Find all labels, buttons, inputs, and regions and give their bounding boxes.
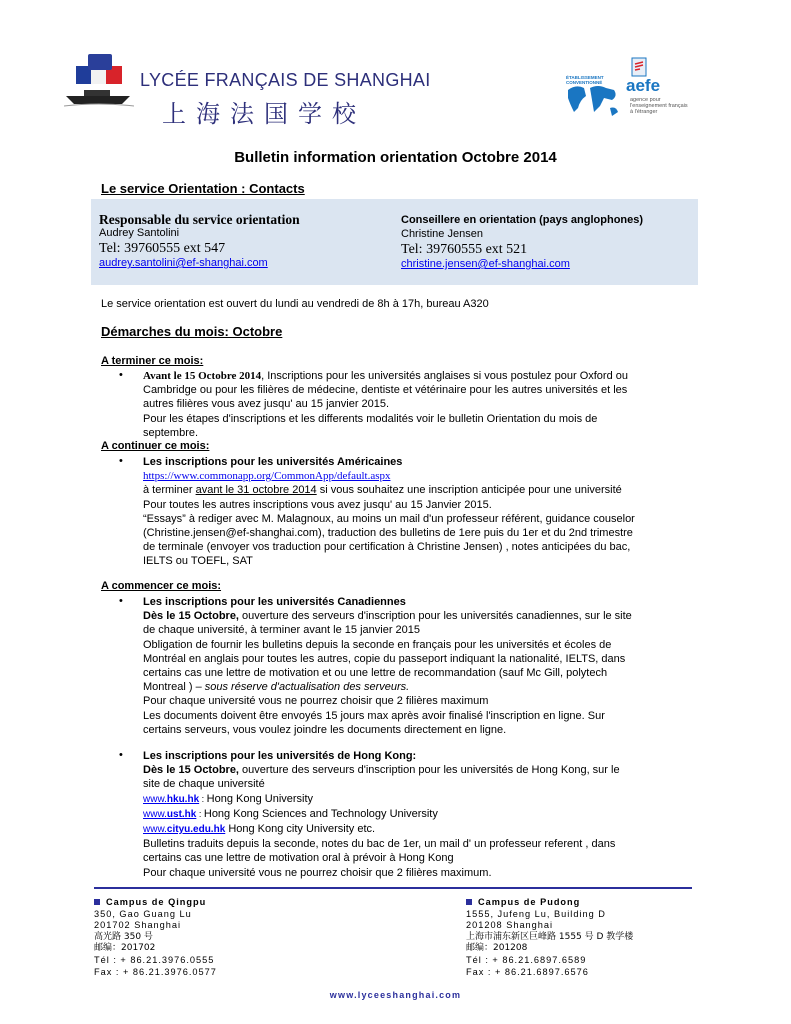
item-text: certains cas une lettre de motivation et ou une lettre de recommandation (sauf Mc Gill, polytech xyxy=(143,667,608,680)
item-text: Pour les étapes d'inscriptions et les differents modalités voir le bulletin Orientation du mois de xyxy=(143,412,598,425)
contact-name: Audrey Santolini xyxy=(99,227,180,239)
contact-tel: Tel: 39760555 ext 547 xyxy=(99,241,226,256)
campus-line: 高光路 350 号 xyxy=(94,931,153,942)
square-bullet-icon xyxy=(94,899,100,905)
campus-line: 201208 Shanghai xyxy=(466,920,554,931)
square-bullet-icon xyxy=(466,899,472,905)
campus-line: 1555, Jufeng Lu, Building D xyxy=(466,908,606,919)
campus-line: Tél : + 86.21.6897.6589 xyxy=(466,954,587,965)
page-title: Bulletin information orientation Octobre 2014 xyxy=(234,149,557,166)
contact-email-link[interactable]: audrey.santolini@ef-shanghai.com xyxy=(99,257,268,269)
contact-name: Christine Jensen xyxy=(401,228,483,240)
item-text: IELTS ou TOEFL, SAT xyxy=(143,555,253,568)
website-link[interactable]: www.lyceeshanghai.com xyxy=(329,990,462,1000)
item-lead: Dès le 15 Octobre, xyxy=(143,764,239,777)
item-text: septembre. xyxy=(143,426,199,439)
item-text: Obligation de fournir les bulletins depuis la seconde en français pour les universités et écoles de xyxy=(143,638,612,651)
campus-pudong xyxy=(466,897,633,978)
contact-left xyxy=(99,212,389,270)
ust-link[interactable]: www.ust.hk xyxy=(143,808,197,820)
campus-title: Campus de Pudong xyxy=(478,897,581,907)
aefe-wordmark: aefe xyxy=(626,76,661,95)
commencer-label: A commencer ce mois: xyxy=(101,580,222,592)
canada-item xyxy=(143,595,693,737)
item-text: Bulletins traduits depuis la seconde, notes du bac de 1er, un mail d' un professeur referent , dans xyxy=(143,838,616,851)
continuer-item xyxy=(143,455,693,569)
contact-role: Responsable du service orientation xyxy=(99,212,300,227)
item-text: Montreal ) – xyxy=(143,681,205,694)
footer-divider xyxy=(94,887,692,889)
item-text: ouverture des serveurs d'inscription pour les universités de Hong Kong, sur le xyxy=(239,764,620,777)
item-text: , Inscriptions pour les universités anglaises si vous postulez pour Oxford ou xyxy=(261,370,628,382)
item-text: certains cas une lettre de motivation oral à prévoir à Hong Kong xyxy=(143,852,454,865)
lycee-logo xyxy=(62,52,431,128)
hku-link[interactable]: www.hku.hk xyxy=(143,793,200,805)
bullet: • xyxy=(119,455,123,467)
link-label: Hong Kong city University etc. xyxy=(228,823,376,836)
item-text: site de chaque université xyxy=(143,778,265,791)
school-name-fr: LYCÉE FRANÇAIS DE SHANGHAI xyxy=(140,70,431,90)
contact-right xyxy=(401,213,691,271)
campus-line: 邮编：201208 xyxy=(466,943,528,954)
item-text: ouverture des serveurs d'inscription pour les universités canadiennes, sur le site xyxy=(239,610,632,623)
item-title: Les inscriptions pour les universités Américaines xyxy=(143,456,403,468)
item-lead: Dès le 15 Octobre, xyxy=(143,610,239,623)
item-text: autres filières vous avez jusqu' au 15 janvier 2015. xyxy=(143,398,390,411)
item-text: Pour chaque université vous ne pourrez choisir que 2 filières maximum xyxy=(143,695,489,708)
link-label: Hong Kong University xyxy=(206,792,314,805)
commonapp-link[interactable]: https://www.commonapp.org/CommonApp/default.aspx xyxy=(143,470,391,483)
campus-line: Fax : + 86.21.3976.0577 xyxy=(94,966,217,977)
terminer-item xyxy=(143,369,693,440)
deadline-text: avant le 31 octobre 2014 xyxy=(195,484,317,497)
continuer-label: A continuer ce mois: xyxy=(101,440,210,452)
campus-line: 201702 Shanghai xyxy=(94,920,182,931)
cityu-link[interactable]: www.cityu.edu.hk xyxy=(143,824,226,836)
item-text: Pour chaque université vous ne pourrez choisir que 2 filières maximum. xyxy=(143,866,492,879)
item-text: si vous souhaitez une inscription anticipée pour une université xyxy=(316,484,622,497)
terminer-label: A terminer ce mois: xyxy=(101,355,204,367)
contacts-heading: Le service Orientation : Contacts xyxy=(101,181,305,196)
terminer-lead: Avant le 15 Octobre 2014 xyxy=(143,370,262,382)
campus-qingpu xyxy=(94,897,217,978)
item-text: de chaque université, à terminer avant le 15 janvier 2015 xyxy=(143,624,421,637)
campus-line: 350, Gao Guang Lu xyxy=(94,908,192,919)
item-title: Les inscriptions pour les universités de Hong Kong: xyxy=(143,750,417,762)
item-text: à terminer xyxy=(143,484,196,497)
item-text: “Essays” à rediger avec M. Malagnoux, au moins un mail d'un professeur référent, guidance couselor xyxy=(143,512,635,525)
campus-title: Campus de Qingpu xyxy=(106,897,207,907)
item-text: certains serveurs, vous voulez joindre les documents directement en ligne. xyxy=(143,723,507,736)
bullet: • xyxy=(119,369,123,381)
campus-line: Tél : + 86.21.3976.0555 xyxy=(94,954,215,965)
eu-flag-icon xyxy=(88,54,112,70)
demarches-heading: Démarches du mois: Octobre xyxy=(101,324,283,339)
bullet: • xyxy=(119,749,123,761)
campus-line: 上海市浦东新区巨峰路 1555 号 D 教学楼 xyxy=(466,931,634,942)
link-separator: : xyxy=(199,793,207,804)
world-map-icon xyxy=(564,82,622,120)
item-text: Les documents doivent être envoyés 15 jours max après avoir finalisé l'inscription en ligne. Sur xyxy=(143,709,605,722)
campus-line: Fax : + 86.21.6897.6576 xyxy=(466,966,589,977)
item-text: de terminale (envoyer vos traduction pour certification à Christine Jensen) , notes anticipées du bac, xyxy=(143,541,631,554)
ship-icon xyxy=(64,82,134,108)
campus-line: 邮编：201702 xyxy=(94,943,156,954)
item-text: Pour toutes les autres inscriptions vous avez jusqu' au 15 Janvier 2015. xyxy=(143,498,492,511)
aefe-logo xyxy=(562,52,712,128)
bullet: • xyxy=(119,595,123,607)
link-separator: : xyxy=(196,808,204,819)
item-text: Cambridge ou pour les filières de médecine, dentiste et vétérinaire pour les autres universités et les xyxy=(143,384,628,397)
contact-tel: Tel: 39760555 ext 521 xyxy=(401,242,528,257)
contact-email-link[interactable]: christine.jensen@ef-shanghai.com xyxy=(401,258,570,270)
office-hours: Le service orientation est ouvert du lundi au vendredi de 8h à 17h, bureau A320 xyxy=(101,298,489,310)
item-text: Montréal en anglais pour toutes les autres, copie du passeport indiquant la nationalité, IELTS, dans xyxy=(143,652,626,665)
contact-role: Conseillere en orientation (pays anglophones) xyxy=(401,214,644,226)
aefe-label: ÉTABLISSEMENT CONVENTIONNÉ xyxy=(566,75,604,85)
school-name-cn: 上海法国学校 xyxy=(162,100,366,128)
link-label: Hong Kong Sciences and Technology University xyxy=(203,807,438,820)
contacts-box xyxy=(91,199,698,285)
item-text: sous réserve d'actualisation des serveurs. xyxy=(204,681,410,694)
hongkong-item xyxy=(143,749,693,880)
aefe-subtitle: agence pour l'enseignement français à l'étranger xyxy=(630,97,688,115)
item-title: Les inscriptions pour les universités Canadiennes xyxy=(143,596,406,608)
item-text: (Christine.jensen@ef-shanghai.com), traduction des bulletins de 1ere puis du 1er et du 2nd trimestre xyxy=(143,527,633,540)
